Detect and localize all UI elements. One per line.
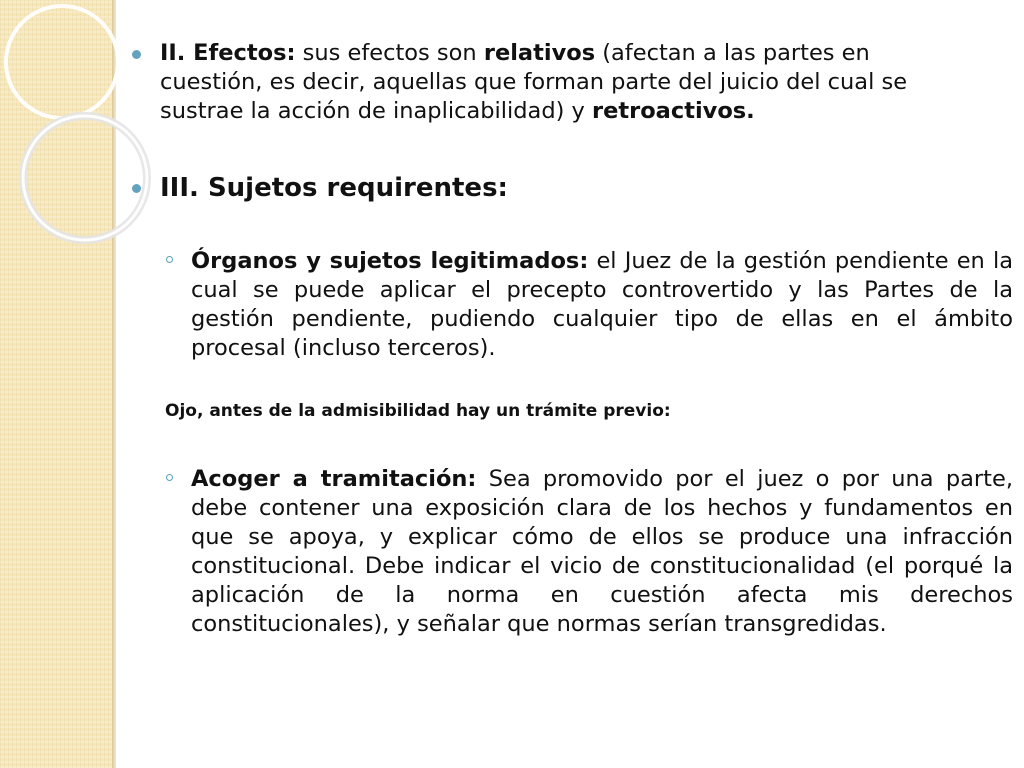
efectos-text-1: sus efectos son xyxy=(295,40,484,66)
admisibilidad-note: Ojo, antes de la admisibilidad hay un trámite previo: xyxy=(165,401,671,421)
bullet-dot xyxy=(132,50,141,59)
sub-bullet-ring xyxy=(166,256,173,263)
organos-text: el Juez de la gestión pendiente en la cual se puede aplicar el precepto controvertido y las Partes de la gestión pendiente, pudiendo cualquier tipo de ellas en el ámbito procesal (incluso terceros). xyxy=(191,248,1013,361)
efectos-text-2: (afectan a las partes en cuestión, es decir, aquellas que forman parte del juicio del cual se sustrae la acción de inaplicabilidad) y xyxy=(160,40,908,124)
acoger-text: Sea promovido por el juez o por una parte, debe contener una exposición clara de los hechos y fundamentos en que se apoya, y explicar cómo de ellos se produce una infracción constitucional. Debe indicar el vicio de constitucionalidad (el porqué la aplicación de la norma en cuestión afecta mis derechos constitucionales), y señalar que normas serían transgredidas. xyxy=(191,466,1013,637)
acoger-paragraph xyxy=(191,465,1013,639)
organos-paragraph xyxy=(191,247,1013,363)
sujetos-heading: III. Sujetos requirentes: xyxy=(160,173,508,203)
efectos-bold-retroactivos: retroactivos. xyxy=(592,98,755,124)
efectos-bold-relativos: relativos xyxy=(483,40,596,66)
organos-label: Órganos y sujetos legitimados: xyxy=(191,248,589,274)
sub-bullet-ring xyxy=(166,474,173,481)
efectos-label: II. Efectos: xyxy=(160,40,296,66)
acoger-label: Acoger a tramitación: xyxy=(191,466,477,492)
efectos-paragraph xyxy=(160,39,970,126)
bullet-dot xyxy=(132,184,141,193)
